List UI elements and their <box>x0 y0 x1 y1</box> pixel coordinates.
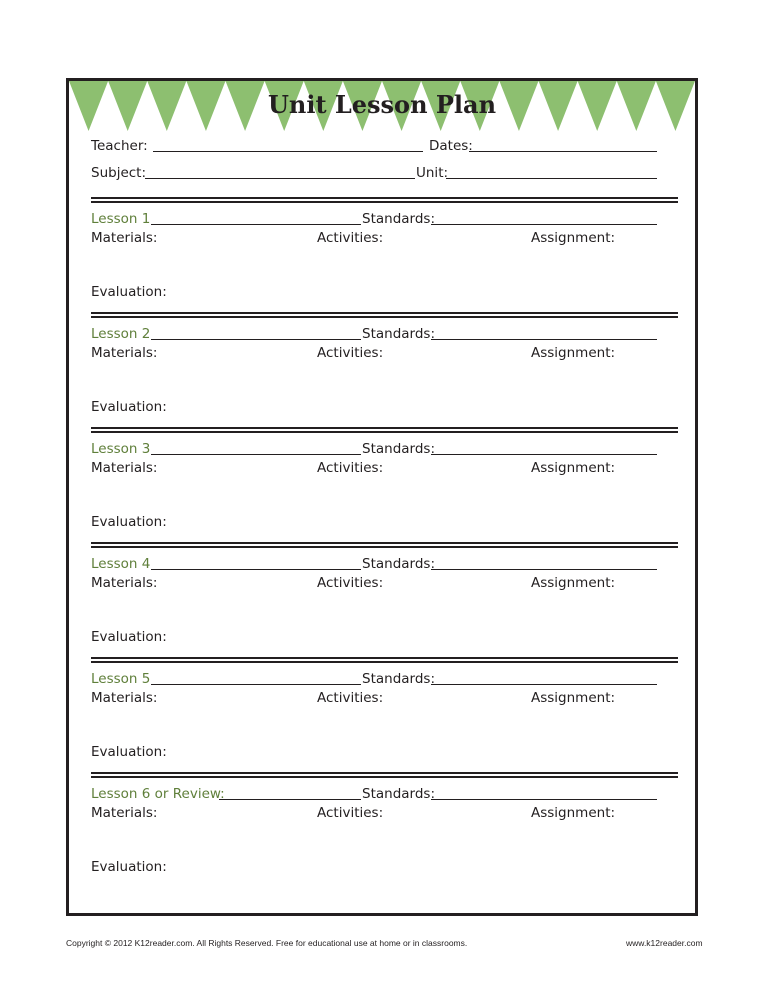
lesson-label: Lesson 3 <box>91 441 151 457</box>
evaluation-label: Evaluation: <box>91 859 167 875</box>
assignment-label: Assignment: <box>531 230 616 246</box>
unit-label: Unit: <box>416 165 449 181</box>
materials-label: Materials: <box>91 230 158 246</box>
lesson-label: Lesson 6 or Review: <box>91 786 225 802</box>
evaluation-label: Evaluation: <box>91 744 167 760</box>
assignment-label: Assignment: <box>531 690 616 706</box>
lesson-section-6 <box>69 772 695 887</box>
footer-copyright: Copyright © 2012 K12reader.com. All Rights Reserved. Free for educational use at home or in classrooms. <box>66 938 468 948</box>
standards-label: Standards: <box>362 671 435 687</box>
lesson-title-line[interactable] <box>151 684 361 685</box>
lesson-label: Lesson 5 <box>91 671 151 687</box>
lesson-section-2 <box>69 312 695 427</box>
lesson-title-line[interactable] <box>151 339 361 340</box>
standards-line[interactable] <box>431 799 657 800</box>
activities-label: Activities: <box>317 345 384 361</box>
evaluation-label: Evaluation: <box>91 514 167 530</box>
materials-label: Materials: <box>91 345 158 361</box>
activities-label: Activities: <box>317 805 384 821</box>
lesson-title-line[interactable] <box>151 454 361 455</box>
assignment-label: Assignment: <box>531 345 616 361</box>
standards-label: Standards: <box>362 326 435 342</box>
section-divider <box>91 657 678 663</box>
subject-label: Subject: <box>91 165 147 181</box>
worksheet-frame <box>66 78 698 916</box>
evaluation-label: Evaluation: <box>91 284 167 300</box>
evaluation-label: Evaluation: <box>91 399 167 415</box>
standards-line[interactable] <box>431 454 657 455</box>
lesson-section-4 <box>69 542 695 657</box>
materials-label: Materials: <box>91 460 158 476</box>
materials-label: Materials: <box>91 575 158 591</box>
standards-line[interactable] <box>431 339 657 340</box>
section-divider <box>91 427 678 433</box>
section-divider <box>91 312 678 318</box>
standards-line[interactable] <box>431 224 657 225</box>
lesson-label: Lesson 2 <box>91 326 151 342</box>
dates-label: Dates: <box>429 138 473 154</box>
lesson-section-5 <box>69 657 695 772</box>
standards-label: Standards: <box>362 556 435 572</box>
page-title: Unit Lesson Plan <box>267 90 497 119</box>
assignment-label: Assignment: <box>531 575 616 591</box>
materials-label: Materials: <box>91 805 158 821</box>
lesson-title-line[interactable] <box>151 224 361 225</box>
standards-line[interactable] <box>431 569 657 570</box>
activities-label: Activities: <box>317 690 384 706</box>
lesson-label: Lesson 4 <box>91 556 151 572</box>
section-divider <box>91 197 678 203</box>
activities-label: Activities: <box>317 575 384 591</box>
dates-field-line[interactable] <box>469 151 657 152</box>
lesson-label: Lesson 1 <box>91 211 151 227</box>
subject-field-line[interactable] <box>145 178 415 179</box>
activities-label: Activities: <box>317 460 384 476</box>
assignment-label: Assignment: <box>531 460 616 476</box>
materials-label: Materials: <box>91 690 158 706</box>
unit-field-line[interactable] <box>446 178 657 179</box>
standards-label: Standards: <box>362 786 435 802</box>
activities-label: Activities: <box>317 230 384 246</box>
assignment-label: Assignment: <box>531 805 616 821</box>
teacher-field-line[interactable] <box>153 151 423 152</box>
footer-website[interactable]: www.k12reader.com <box>626 938 703 948</box>
teacher-label: Teacher: <box>91 138 148 154</box>
section-divider <box>91 542 678 548</box>
lesson-section-3 <box>69 427 695 542</box>
lesson-title-line[interactable] <box>151 569 361 570</box>
standards-label: Standards: <box>362 211 435 227</box>
lesson-section-1 <box>69 197 695 312</box>
standards-label: Standards: <box>362 441 435 457</box>
section-divider <box>91 772 678 778</box>
evaluation-label: Evaluation: <box>91 629 167 645</box>
standards-line[interactable] <box>431 684 657 685</box>
lesson-title-line[interactable] <box>219 799 361 800</box>
